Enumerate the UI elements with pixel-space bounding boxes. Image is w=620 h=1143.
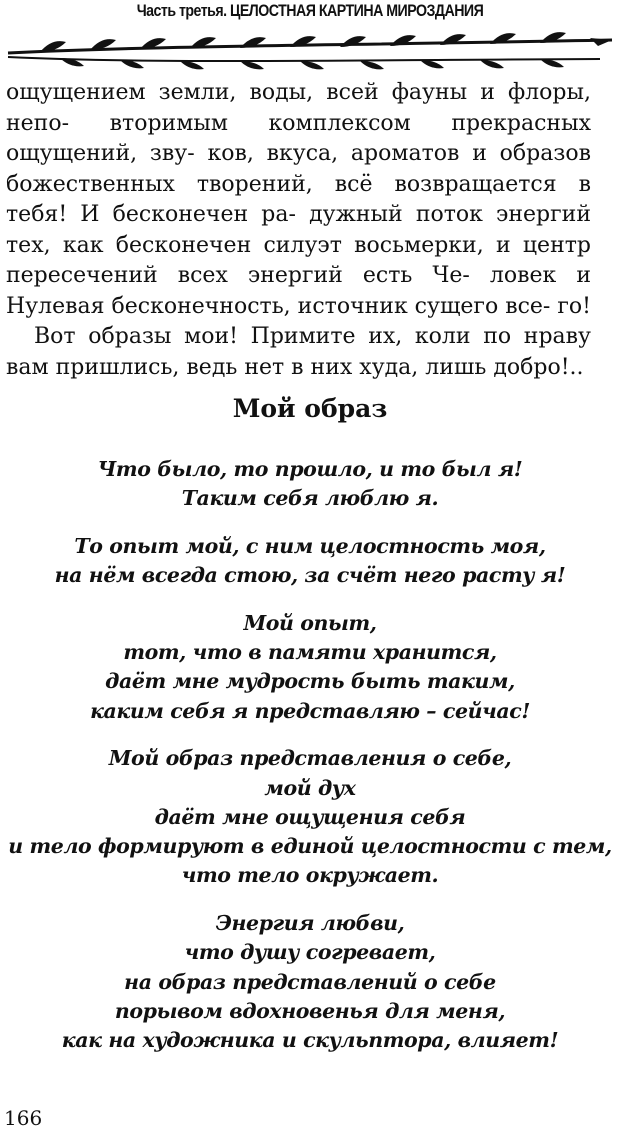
poem-body — [0, 455, 620, 1074]
text-line: дужный поток энергий тех, как бесконечен силуэт — [6, 202, 591, 258]
stanza — [0, 909, 620, 1055]
poem-line: мой дух — [264, 775, 356, 800]
poem-line: даёт мне мудрость быть таким, — [105, 669, 515, 694]
poem-line: Мой опыт, — [243, 610, 377, 635]
text-line: ков, вкуса, ароматов и образов божественных — [6, 141, 591, 197]
poem-title: Мой образ — [232, 394, 388, 423]
poem-line: То опыт мой, с ним целостность моя, — [74, 533, 546, 558]
text-line: пришлись, ведь нет в них худа, лишь добро!.. — [55, 354, 584, 380]
text-line: вторимым комплексом прекрасных ощущений, зву- — [6, 110, 591, 166]
poem-line: на нём всегда стою, за счёт него расту я! — [54, 563, 566, 588]
stanza — [0, 532, 620, 591]
poem-line: на образ представлений о себе — [124, 969, 496, 994]
poem-line: Что было, то прошло, и то был я! — [97, 457, 523, 481]
text-line: творений, всё возвращается в тебя! И бесконечен ра- — [6, 171, 591, 227]
text-line: Вот образы мои! Примите их, коли по нраву вам — [6, 324, 591, 380]
poem-line: Таким себя люблю я. — [181, 486, 439, 511]
running-head: Часть третья. ЦЕЛОСТНАЯ КАРТИНА МИРОЗДАНИЯ — [136, 2, 484, 20]
poem-line: и тело формируют в единой целостности с тем, — [8, 834, 612, 859]
text-line: ощущением земли, воды, всей фауны и флоры, непо- — [6, 80, 591, 136]
stanza — [0, 609, 620, 726]
text-line: ловек и Нулевая бесконечность, источник сущего все- — [6, 263, 591, 319]
poem-line: что тело окружает. — [181, 863, 439, 888]
poem-line: тот, что в памяти хранится, — [123, 640, 497, 665]
stanza — [0, 744, 620, 890]
leaf-vine-ornament-icon — [0, 26, 620, 74]
paragraph-1 — [6, 78, 591, 322]
stanza — [0, 455, 620, 514]
page-number: 166 — [4, 1106, 43, 1130]
paragraph-2 — [6, 322, 591, 383]
prose-text — [6, 78, 591, 383]
poem-line: что душу согревает, — [184, 940, 436, 965]
poem-line: Энергия любви, — [215, 911, 405, 936]
poem-line: даёт мне ощущения себя — [154, 804, 466, 829]
text-line: го! — [557, 293, 591, 319]
poem-line: порывом вдохновенья для меня, — [114, 998, 506, 1023]
poem-line: каким себя я представляю – сейчас! — [90, 698, 530, 723]
poem-line: как на художника и скульптора, влияет! — [61, 1028, 559, 1053]
poem-line: Мой образ представления о себе, — [108, 746, 512, 771]
text-line: восьмерки, и центр пересечений всех энергий есть Че- — [6, 232, 591, 288]
